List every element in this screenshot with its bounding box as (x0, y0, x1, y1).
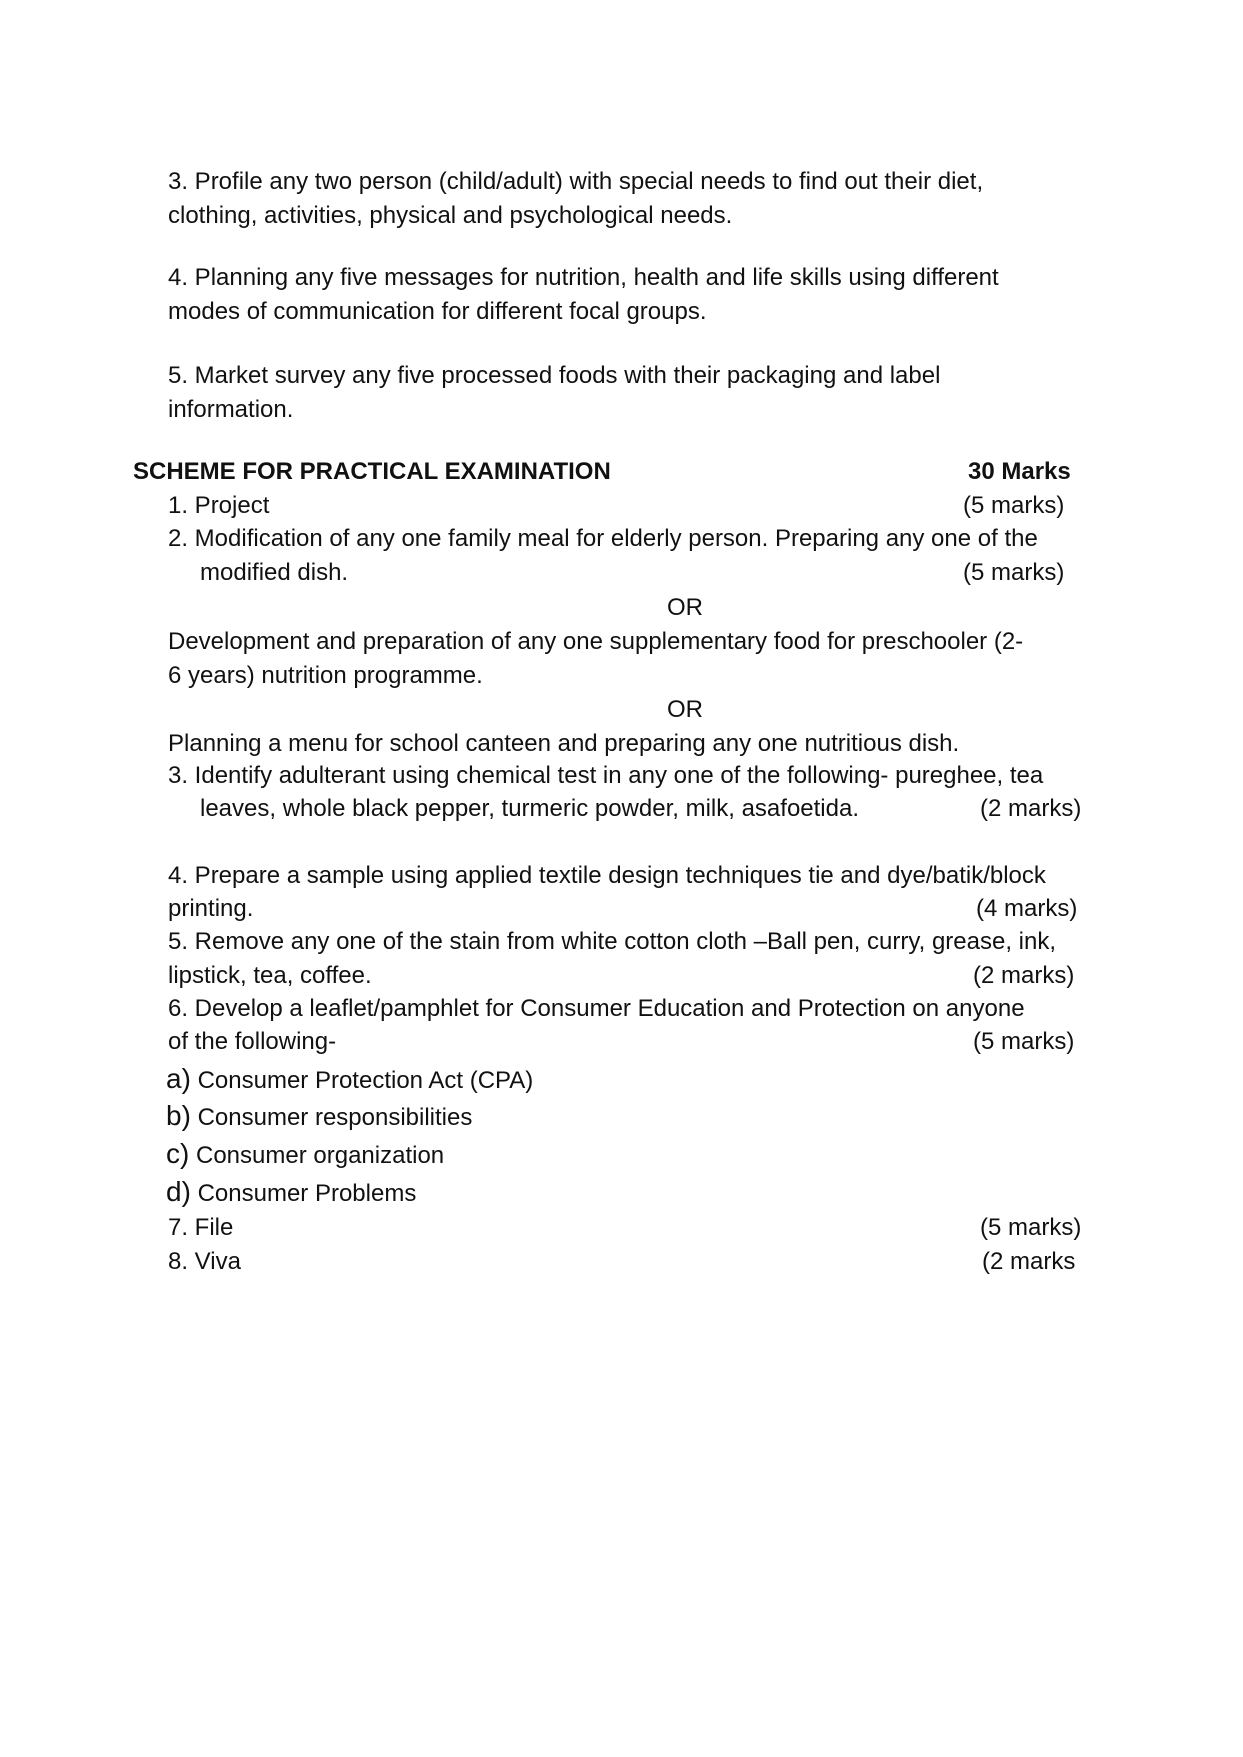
scheme-item-6-marks: (5 marks) (973, 1028, 1075, 1055)
scheme-item-3-line1: 3. Identify adulterant using chemical test in any one of the following- pureghee, tea (168, 762, 1044, 789)
intro-item-5-line2: information. (168, 396, 294, 423)
or-separator-2: OR (667, 696, 703, 723)
sub-item-b-letter: b) (166, 1100, 191, 1131)
scheme-item-1: 1. Project (168, 492, 270, 519)
sub-item-c-letter: c) (166, 1138, 190, 1169)
alternative-2: Planning a menu for school canteen and preparing any one nutritious dish. (168, 730, 960, 757)
sub-item-c (166, 1139, 444, 1171)
scheme-total-marks: 30 Marks (968, 458, 1071, 485)
scheme-item-5-line2: lipstick, tea, coffee. (168, 962, 372, 989)
sub-item-a-text: Consumer Protection Act (CPA) (197, 1067, 534, 1094)
or-separator-1: OR (667, 594, 703, 621)
scheme-item-1-marks: (5 marks) (963, 492, 1065, 519)
scheme-item-4-marks: (4 marks) (976, 895, 1078, 922)
sub-item-b-text: Consumer responsibilities (197, 1104, 473, 1131)
scheme-item-3-line2: leaves, whole black pepper, turmeric powder, milk, asafoetida. (200, 795, 860, 822)
scheme-item-2-line2: modified dish. (200, 559, 349, 586)
sub-item-d-letter: d) (166, 1176, 191, 1207)
alternative-1-line1: Development and preparation of any one supplementary food for preschooler (2- (168, 628, 1024, 655)
scheme-item-2-marks: (5 marks) (963, 559, 1065, 586)
intro-item-3-line2: clothing, activities, physical and psychological needs. (168, 202, 733, 229)
scheme-item-6-line1: 6. Develop a leaflet/pamphlet for Consumer Education and Protection on anyone (168, 995, 1025, 1022)
scheme-item-3-marks: (2 marks) (980, 795, 1082, 822)
scheme-item-8-marks: (2 marks (982, 1248, 1076, 1275)
scheme-item-7-marks: (5 marks) (980, 1214, 1082, 1241)
scheme-item-5-line1: 5. Remove any one of the stain from white cotton cloth –Ball pen, curry, grease, ink, (168, 928, 1057, 955)
scheme-item-7: 7. File (168, 1214, 234, 1241)
sub-item-d-text: Consumer Problems (197, 1180, 417, 1207)
scheme-item-5-marks: (2 marks) (973, 962, 1075, 989)
alternative-1-line2: 6 years) nutrition programme. (168, 662, 483, 689)
scheme-item-4-line2: printing. (168, 895, 254, 922)
scheme-item-8: 8. Viva (168, 1248, 241, 1275)
intro-item-5-line1: 5. Market survey any five processed foods with their packaging and label (168, 362, 941, 389)
intro-item-3-line1: 3. Profile any two person (child/adult) with special needs to find out their diet, (168, 168, 984, 195)
intro-item-4-line1: 4. Planning any five messages for nutrition, health and life skills using different (168, 264, 999, 291)
scheme-item-4-line1: 4. Prepare a sample using applied textile design techniques tie and dye/batik/block (168, 862, 1046, 889)
intro-item-4-line2: modes of communication for different focal groups. (168, 298, 707, 325)
scheme-item-2-line1: 2. Modification of any one family meal for elderly person. Preparing any one of the (168, 525, 1038, 552)
sub-item-b (166, 1101, 472, 1133)
sub-item-a-letter: a) (166, 1063, 191, 1094)
sub-item-d (166, 1177, 416, 1209)
sub-item-a (166, 1064, 533, 1096)
scheme-heading: SCHEME FOR PRACTICAL EXAMINATION (133, 458, 611, 485)
scheme-item-6-line2: of the following- (168, 1028, 337, 1055)
sub-item-c-text: Consumer organization (196, 1142, 445, 1169)
